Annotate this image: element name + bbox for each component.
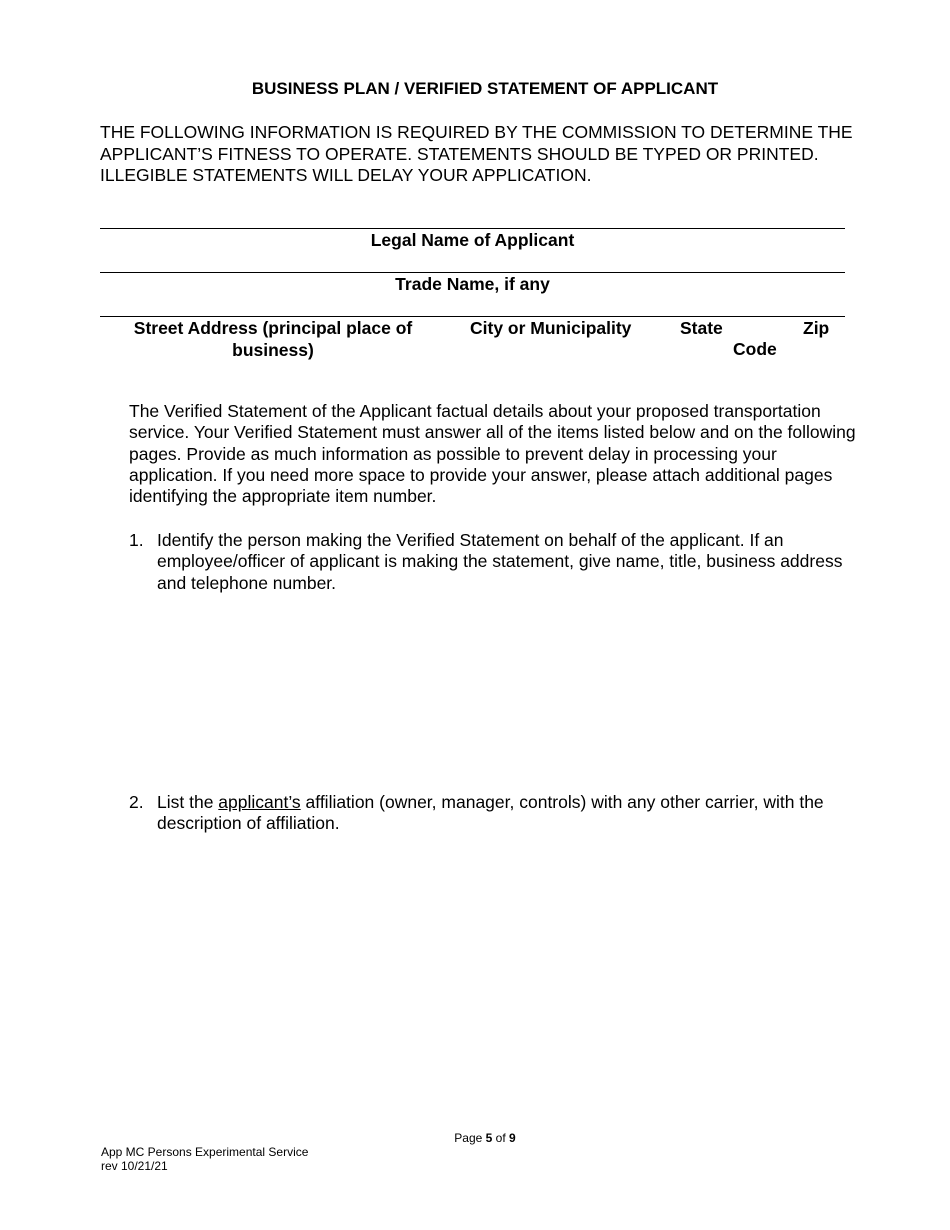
address-entry-line[interactable]	[100, 316, 845, 317]
zip-code-label: Code	[733, 339, 777, 359]
item-text: Identify the person making the Verified Statement on behalf of the applicant. If an employee/officer of applicant is making the statement, give name, title, business address and telephone number.	[157, 530, 843, 593]
item-text-end: affiliation (owner, manager, controls) with any other carrier, with the description of affiliation.	[157, 792, 824, 834]
city-label: City or Municipality	[470, 318, 632, 338]
item-text-start: List the	[157, 792, 219, 812]
page-number	[100, 1131, 870, 1145]
legal-name-label: Legal Name of Applicant	[370, 230, 575, 250]
state-label: State	[680, 318, 723, 338]
form-name: App MC Persons Experimental Service	[101, 1145, 309, 1159]
instructions-text: THE FOLLOWING INFORMATION IS REQUIRED BY THE COMMISSION TO DETERMINE THE APPLICANT’S FITNESS TO OPERATE. STATEMENTS SHOULD BE TYPED OR PRINTED. ILLEGIBLE STATEMENTS WILL DELAY YOUR APPLICATION.	[100, 122, 853, 185]
page-prefix: Page	[454, 1131, 486, 1145]
revision-date: rev 10/21/21	[101, 1159, 168, 1173]
trade-name-entry-line[interactable]	[100, 272, 845, 273]
description-paragraph: The Verified Statement of the Applicant factual details about your proposed transportation service. Your Verified Statement must answer all of the items listed below and on the following pages. Provide as much information as possible to prevent delay in processing your application. If you need more space to provide your answer, please attach additional pages identifying the appropriate item number.	[129, 401, 856, 507]
list-item	[129, 792, 849, 835]
street-address-label: Street Address (principal place of business)	[133, 318, 413, 360]
page-total: 9	[509, 1131, 516, 1145]
legal-name-entry-line[interactable]	[100, 228, 845, 229]
zip-label: Zip	[803, 318, 830, 338]
item-number: 2.	[129, 792, 144, 812]
list-item	[129, 530, 849, 594]
page-of: of	[492, 1131, 510, 1145]
trade-name-label: Trade Name, if any	[395, 274, 550, 294]
item-number: 1.	[129, 530, 144, 550]
page-current: 5	[485, 1131, 493, 1145]
item-text	[157, 792, 849, 835]
underlined-word: applicant’s	[218, 792, 301, 812]
page-title: BUSINESS PLAN / VERIFIED STATEMENT OF APPLICANT	[251, 79, 719, 98]
